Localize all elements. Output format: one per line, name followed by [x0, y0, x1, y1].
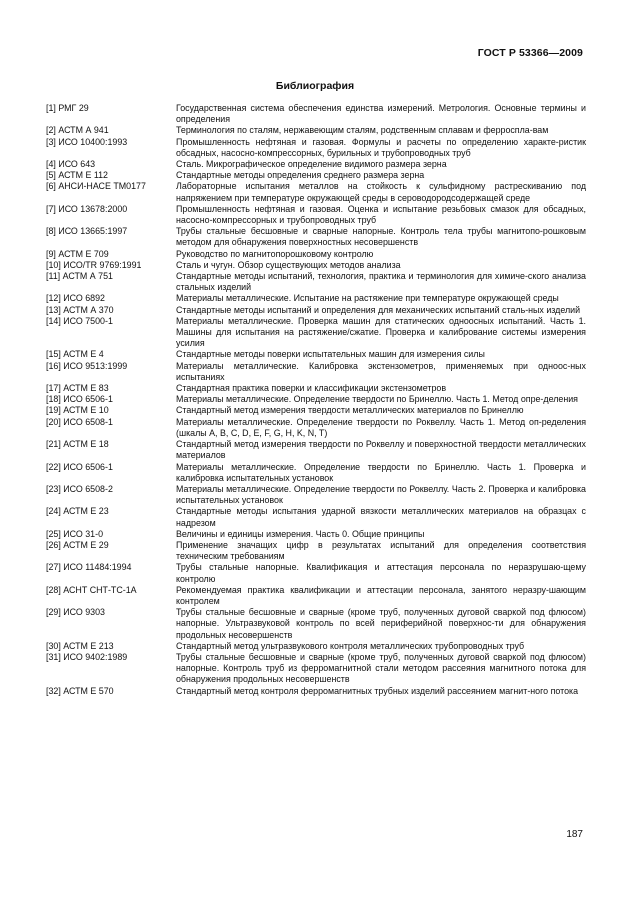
- bibliography-entry: [46, 103, 586, 125]
- bibliography-entry: [46, 540, 586, 562]
- bibliography-entry: [46, 529, 586, 540]
- bibliography-entry: [46, 260, 586, 271]
- entry-standard-code: ИСО 6508-1: [63, 416, 113, 427]
- entry-description: Руководство по магнитопорошковому контролю: [176, 248, 374, 259]
- entry-number: [4]: [46, 159, 56, 170]
- entry-standard-code: ИСО 9513:1999: [63, 360, 128, 371]
- entry-reference: [46, 686, 176, 697]
- bibliography-entry: [46, 462, 586, 484]
- entry-standard-code: ИСО 6892: [63, 293, 105, 304]
- entry-number: [12]: [46, 293, 61, 304]
- entry-number: [5]: [46, 170, 56, 181]
- entry-description: Материалы металлические. Проверка машин для статических одноосных испытаний. Часть 1. Машины для испытания на растяжение/сжатие. Проверка и калибрование системы измерения усилия: [176, 315, 586, 349]
- entry-number: [11]: [46, 271, 61, 282]
- entry-reference: [46, 641, 176, 652]
- entry-standard-code: ИСО/TR 9769:1991: [63, 259, 142, 270]
- bibliography-entry: [46, 181, 586, 203]
- entry-description: Стандартный метод контроля ферромагнитных трубных изделий рассеянием магнит-ного потока: [176, 685, 579, 696]
- entry-reference: [46, 349, 176, 360]
- entry-standard-code: АСТМ А 751: [62, 271, 113, 282]
- entry-number: [19]: [46, 405, 61, 416]
- entry-number: [32]: [46, 685, 61, 696]
- entry-number: [6]: [46, 181, 56, 192]
- bibliography-entry: [46, 170, 586, 181]
- entry-number: [18]: [46, 394, 61, 405]
- entry-reference: [46, 260, 176, 271]
- entry-reference: [46, 585, 176, 607]
- bibliography-entry: [46, 361, 586, 383]
- entry-reference: [46, 316, 176, 350]
- entry-reference: [46, 305, 176, 316]
- entry-description: Сталь. Микрографическое определение видимого размера зерна: [176, 159, 447, 170]
- entry-number: [8]: [46, 226, 56, 237]
- entry-reference: [46, 271, 176, 293]
- bibliography-entry: [46, 652, 586, 686]
- entry-reference: [46, 361, 176, 383]
- entry-reference: [46, 439, 176, 461]
- entry-description: Стандартные методы испытаний и определения для механических испытаний сталь-ных изделий: [176, 304, 581, 315]
- entry-description: Материалы металлические. Испытание на растяжение при температуре окружающей среды: [176, 293, 559, 304]
- entry-standard-code: ИСО 643: [58, 159, 96, 170]
- entry-standard-code: АСТМ А 370: [63, 304, 114, 315]
- bibliography-entry: [46, 316, 586, 350]
- entry-reference: [46, 383, 176, 394]
- entry-standard-code: ИСО 13665:1997: [58, 226, 128, 237]
- bibliography-entry: [46, 383, 586, 394]
- page-number: 187: [566, 829, 583, 840]
- entry-description: Материалы металлические. Определение твердости по Бринеллю. Часть 1. Метод опре-деления: [176, 394, 578, 405]
- bibliography-list: [46, 103, 586, 697]
- entry-standard-code: ИСО 10400:1993: [58, 136, 128, 147]
- entry-standard-code: ИСО 6506-1: [63, 394, 113, 405]
- bibliography-entry: [46, 293, 586, 304]
- entry-description: Трубы стальные бесшовные и сварные (кроме труб, полученных дуговой сваркой под флюсом) напорные. Ультразвуковой контроль по всей периферийной поверхнос-ти для обнаружения продольных несовершенств: [176, 607, 586, 640]
- entry-description: Трубы стальные бесшовные и сварные (кроме труб, полученных дуговой сваркой под флюсом) напорные. Контроль труб из ферромагнитной стали методом рассеяния магнитного потока для обнаружения продольных несовершенств: [176, 651, 586, 685]
- entry-description: Стандартные методы испытаний, технология, практика и терминология для химиче-ского анализа стальных изделий: [176, 271, 586, 293]
- entry-number: [10]: [46, 259, 61, 270]
- bibliography-entry: [46, 484, 586, 506]
- entry-reference: [46, 181, 176, 203]
- entry-number: [28]: [46, 584, 61, 595]
- entry-description: Рекомендуемая практика квалификации и аттестации персонала, занятого неразру-шающим контролем: [176, 584, 586, 606]
- bibliography-entry: [46, 226, 586, 248]
- entry-number: [21]: [46, 439, 61, 450]
- entry-reference: [46, 204, 176, 226]
- entry-description: Промышленность нефтяная и газовая. Формулы и расчеты по определению характе-ристик обсадных, насосно-компрессорных, бурильных и трубопроводных труб: [176, 136, 586, 158]
- entry-number: [15]: [46, 349, 61, 360]
- entry-number: [25]: [46, 528, 61, 539]
- document-standard-header: ГОСТ Р 53366—2009: [477, 47, 583, 59]
- entry-number: [13]: [46, 304, 61, 315]
- entry-reference: [46, 462, 176, 484]
- entry-standard-code: ИСО 6506-1: [63, 461, 113, 472]
- entry-number: [3]: [46, 136, 56, 147]
- entry-description: Стандартные методы поверки испытательных машин для измерения силы: [176, 349, 485, 360]
- entry-standard-code: ИСО 9402:1989: [63, 651, 128, 662]
- entry-reference: [46, 607, 176, 641]
- entry-standard-code: АСТМ Е 23: [63, 506, 109, 517]
- bibliography-entry: [46, 394, 586, 405]
- bibliography-entry: [46, 562, 586, 584]
- entry-description: Стандартная практика поверки и классификации экстензометров: [176, 383, 447, 394]
- bibliography-entry: [46, 686, 586, 697]
- entry-standard-code: АСТМ Е 570: [63, 685, 114, 696]
- entry-standard-code: ИСО 31-0: [63, 528, 104, 539]
- entry-number: [2]: [46, 125, 56, 136]
- entry-description: Стандартные методы определения среднего размера зерна: [176, 170, 425, 181]
- bibliography-entry: [46, 137, 586, 159]
- bibliography-entry: [46, 159, 586, 170]
- entry-standard-code: АСТМ Е 709: [58, 248, 109, 259]
- entry-description: Стандартные методы испытания ударной вязкости металлических материалов на образцах с надрезом: [176, 506, 586, 528]
- entry-reference: [46, 540, 176, 562]
- entry-number: [14]: [46, 315, 61, 326]
- entry-number: [27]: [46, 562, 61, 573]
- bibliography-entry: [46, 417, 586, 439]
- entry-number: [22]: [46, 461, 61, 472]
- bibliography-entry: [46, 204, 586, 226]
- entry-standard-code: АСТМ Е 29: [63, 539, 109, 550]
- entry-number: [29]: [46, 607, 61, 618]
- entry-description: Стандартный метод измерения твердости металлических материалов по Бринеллю: [176, 405, 524, 416]
- entry-standard-code: ИСО 13678:2000: [58, 203, 128, 214]
- bibliography-entry: [46, 125, 586, 136]
- entry-reference: [46, 159, 176, 170]
- entry-number: [23]: [46, 483, 61, 494]
- entry-standard-code: АСТМ Е 83: [63, 383, 109, 394]
- entry-reference: [46, 484, 176, 506]
- bibliography-entry: [46, 585, 586, 607]
- entry-number: [17]: [46, 383, 61, 394]
- bibliography-entry: [46, 506, 586, 528]
- entry-standard-code: АСТМ Е 112: [58, 170, 108, 181]
- entry-number: [26]: [46, 539, 61, 550]
- bibliography-entry: [46, 607, 586, 641]
- entry-reference: [46, 405, 176, 416]
- entry-description: Терминология по сталям, нержавеющим сталям, родственным сплавам и ферроспла-вам: [176, 125, 549, 136]
- entry-description: Сталь и чугун. Обзор существующих методов анализа: [176, 259, 401, 270]
- entry-reference: [46, 506, 176, 528]
- entry-reference: [46, 529, 176, 540]
- entry-reference: [46, 170, 176, 181]
- entry-description: Лабораторные испытания металлов на стойкость к сульфидному растрескиванию под напряжением при температуре окружающей среды в сероводородсодержащей среде: [176, 181, 586, 203]
- entry-standard-code: АСТМ Е 4: [63, 349, 104, 360]
- entry-standard-code: АСТМ Е 18: [63, 439, 109, 450]
- entry-description: Промышленность нефтяная и газовая. Оценка и испытание резьбовых смазок для обсадных, насосно-компрессорных и трубопроводных труб: [176, 203, 586, 226]
- bibliography-entry: [46, 439, 586, 461]
- entry-description: Материалы металлические. Определение твердости по Роквеллу. Часть 1. Метод оп-ределения (шкалы A, B, C, D, E, F, G, H, K, N, T): [176, 416, 586, 438]
- entry-description: Материалы металлические. Определение твердости по Роквеллу. Часть 2. Проверка и калибровка испытательных установок: [176, 483, 586, 506]
- entry-reference: [46, 125, 176, 136]
- entry-standard-code: АСНТ СНТ-ТС-1А: [63, 584, 137, 595]
- entry-number: [9]: [46, 248, 56, 259]
- entry-standard-code: АСТМ Е 10: [63, 405, 109, 416]
- bibliography-entry: [46, 305, 586, 316]
- entry-number: [16]: [46, 360, 61, 371]
- entry-number: [20]: [46, 416, 61, 427]
- entry-number: [31]: [46, 651, 61, 662]
- entry-standard-code: ИСО 11484:1994: [63, 562, 132, 573]
- entry-reference: [46, 417, 176, 439]
- entry-standard-code: АНСИ-НАСЕ ТМ0177: [58, 181, 146, 192]
- entry-number: [24]: [46, 506, 61, 517]
- entry-standard-code: АСТМ Е 213: [63, 640, 114, 651]
- entry-description: Материалы металлические. Определение твердости по Бринеллю. Часть 1. Проверка и калибровка испытательных установок: [176, 461, 586, 483]
- entry-description: Трубы стальные бесшовные и сварные напорные. Контроль тела трубы магнитопо-рошковым методом для обнаружения поверхностных несовершенств: [176, 226, 586, 248]
- entry-reference: [46, 249, 176, 260]
- entry-reference: [46, 562, 176, 584]
- entry-number: [1]: [46, 103, 56, 113]
- bibliography-entry: [46, 641, 586, 652]
- entry-description: Государственная система обеспечения единства измерений. Метрология. Основные термины и определения: [176, 103, 586, 125]
- entry-description: Трубы стальные напорные. Квалификация и аттестация персонала по неразрушаю-щему контролю: [176, 562, 586, 584]
- entry-number: [7]: [46, 203, 56, 214]
- entry-standard-code: ИСО 6508-2: [63, 483, 113, 494]
- bibliography-entry: [46, 271, 586, 293]
- entry-description: Величины и единицы измерения. Часть 0. Общие принципы: [176, 528, 425, 539]
- bibliography-entry: [46, 405, 586, 416]
- entry-standard-code: ИСО 9303: [63, 607, 105, 618]
- entry-reference: [46, 652, 176, 686]
- bibliography-title: Библиография: [275, 80, 355, 92]
- entry-reference: [46, 137, 176, 159]
- entry-standard-code: АСТМ А 941: [58, 125, 109, 136]
- entry-reference: [46, 394, 176, 405]
- entry-description: Стандартный метод ультразвукового контроля металлических трубопроводных труб: [176, 640, 525, 651]
- entry-description: Стандартный метод измерения твердости по Роквеллу и поверхностной твердости металлических материалов: [176, 439, 586, 461]
- entry-number: [30]: [46, 640, 61, 651]
- entry-reference: [46, 293, 176, 304]
- entry-reference: [46, 226, 176, 248]
- bibliography-entry: [46, 349, 586, 360]
- entry-reference: [46, 103, 176, 125]
- entry-description: Материалы металлические. Калибровка экстензометров, применяемых при одноос-ных испытаниях: [176, 360, 586, 382]
- bibliography-entry: [46, 249, 586, 260]
- entry-standard-code: ИСО 7500-1: [63, 315, 113, 326]
- entry-standard-code: РМГ 29: [58, 103, 89, 113]
- entry-description: Применение значащих цифр в результатах испытаний для определения соответствия техническим требованиям: [176, 539, 586, 562]
